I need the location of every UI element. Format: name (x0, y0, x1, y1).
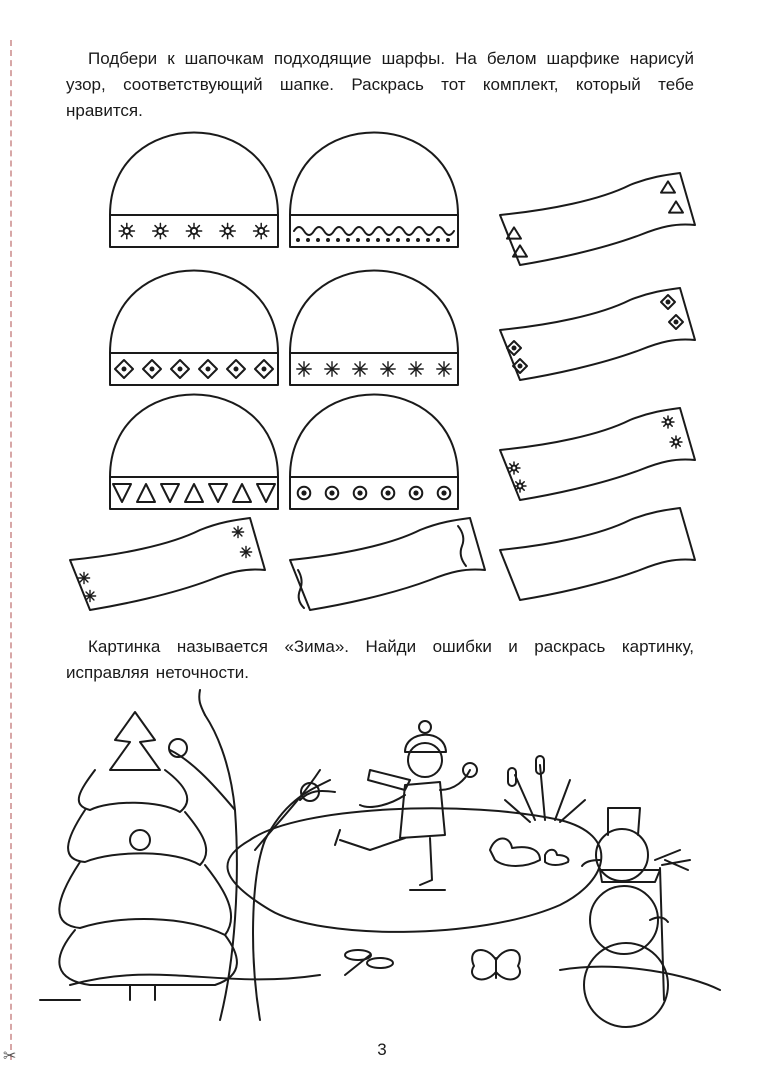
skating-boy (335, 721, 477, 890)
apple (130, 830, 150, 850)
page-number: 3 (377, 1040, 387, 1059)
task-1-instructions: Подбери к шапочкам подходящие шарфы. На белом шарфике нарисуй узор, соответствующий шапке. Раскрась тот комплект, который тебе нравится. (66, 49, 694, 120)
task-2-instructions: Картинка называется «Зима». Найди ошибки и раскрась картинку, исправляя неточности. (66, 637, 694, 682)
pond (227, 808, 601, 932)
fir-tree (59, 712, 237, 1000)
ground-line (70, 975, 320, 985)
snowman (582, 808, 690, 1027)
butterfly (472, 950, 520, 979)
dragonfly (345, 950, 393, 975)
scissors-icon: ✂ (3, 1046, 17, 1065)
ducks (490, 838, 568, 866)
